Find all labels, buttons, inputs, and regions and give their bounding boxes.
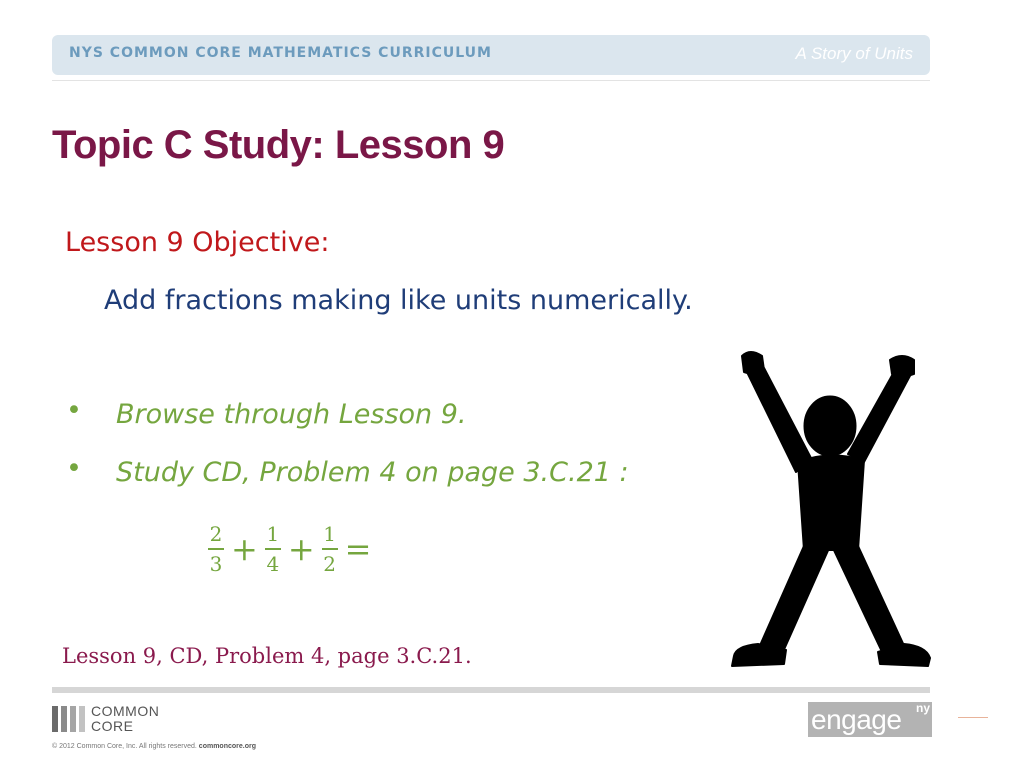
problem-citation: Lesson 9, CD, Problem 4, page 3.C.21.: [62, 644, 472, 668]
fraction-bar: [265, 548, 281, 550]
denominator: 3: [209, 552, 223, 576]
header-divider: [52, 80, 930, 81]
fraction: [208, 522, 224, 576]
fraction: [322, 522, 338, 576]
series-name: A Story of Units: [795, 44, 913, 63]
slide-title: Topic C Study: Lesson 9: [52, 123, 505, 167]
numerator: 1: [266, 522, 280, 546]
engage-superscript: ny: [915, 701, 930, 715]
bullet-text: Study CD, Problem 4 on page 3.C.21 :: [116, 457, 629, 488]
engage-word: engage: [811, 704, 902, 735]
fraction-bar: [322, 548, 338, 550]
logo-line: CORE: [91, 718, 134, 734]
decorative-tick: [958, 717, 988, 718]
copyright-text: © 2012 Common Core, Inc. All rights reserved.: [52, 743, 197, 750]
person-arms-raised-silhouette-icon: [728, 350, 933, 668]
fraction-equation: [205, 514, 375, 584]
fraction: [265, 522, 281, 576]
objective-text: Add fractions making like units numerically.: [104, 285, 693, 316]
equals-operator: =: [344, 530, 372, 568]
bullet-marker: •: [66, 395, 82, 426]
objective-label: Lesson 9 Objective:: [65, 227, 330, 258]
logo-wordmark: [91, 704, 159, 734]
copyright-site: commoncore.org: [198, 743, 256, 750]
logo-line: COMMON: [91, 703, 160, 719]
copyright-notice: [52, 743, 256, 750]
plus-operator: +: [287, 530, 315, 568]
logo-bars: [52, 706, 85, 732]
denominator: 4: [266, 552, 280, 576]
fraction-bar: [208, 548, 224, 550]
engageny-logo: [808, 702, 932, 737]
header-bar: [52, 35, 930, 75]
denominator: 2: [323, 552, 336, 576]
bullet-text: Browse through Lesson 9.: [116, 399, 467, 430]
bullet-marker: •: [66, 453, 82, 484]
numerator: 2: [209, 522, 223, 546]
common-core-logo-icon: [52, 704, 159, 734]
footer-divider: [52, 687, 930, 693]
numerator: 1: [323, 522, 336, 546]
curriculum-name: NYS COMMON CORE MATHEMATICS CURRICULUM: [69, 45, 492, 61]
plus-operator: +: [231, 530, 258, 568]
